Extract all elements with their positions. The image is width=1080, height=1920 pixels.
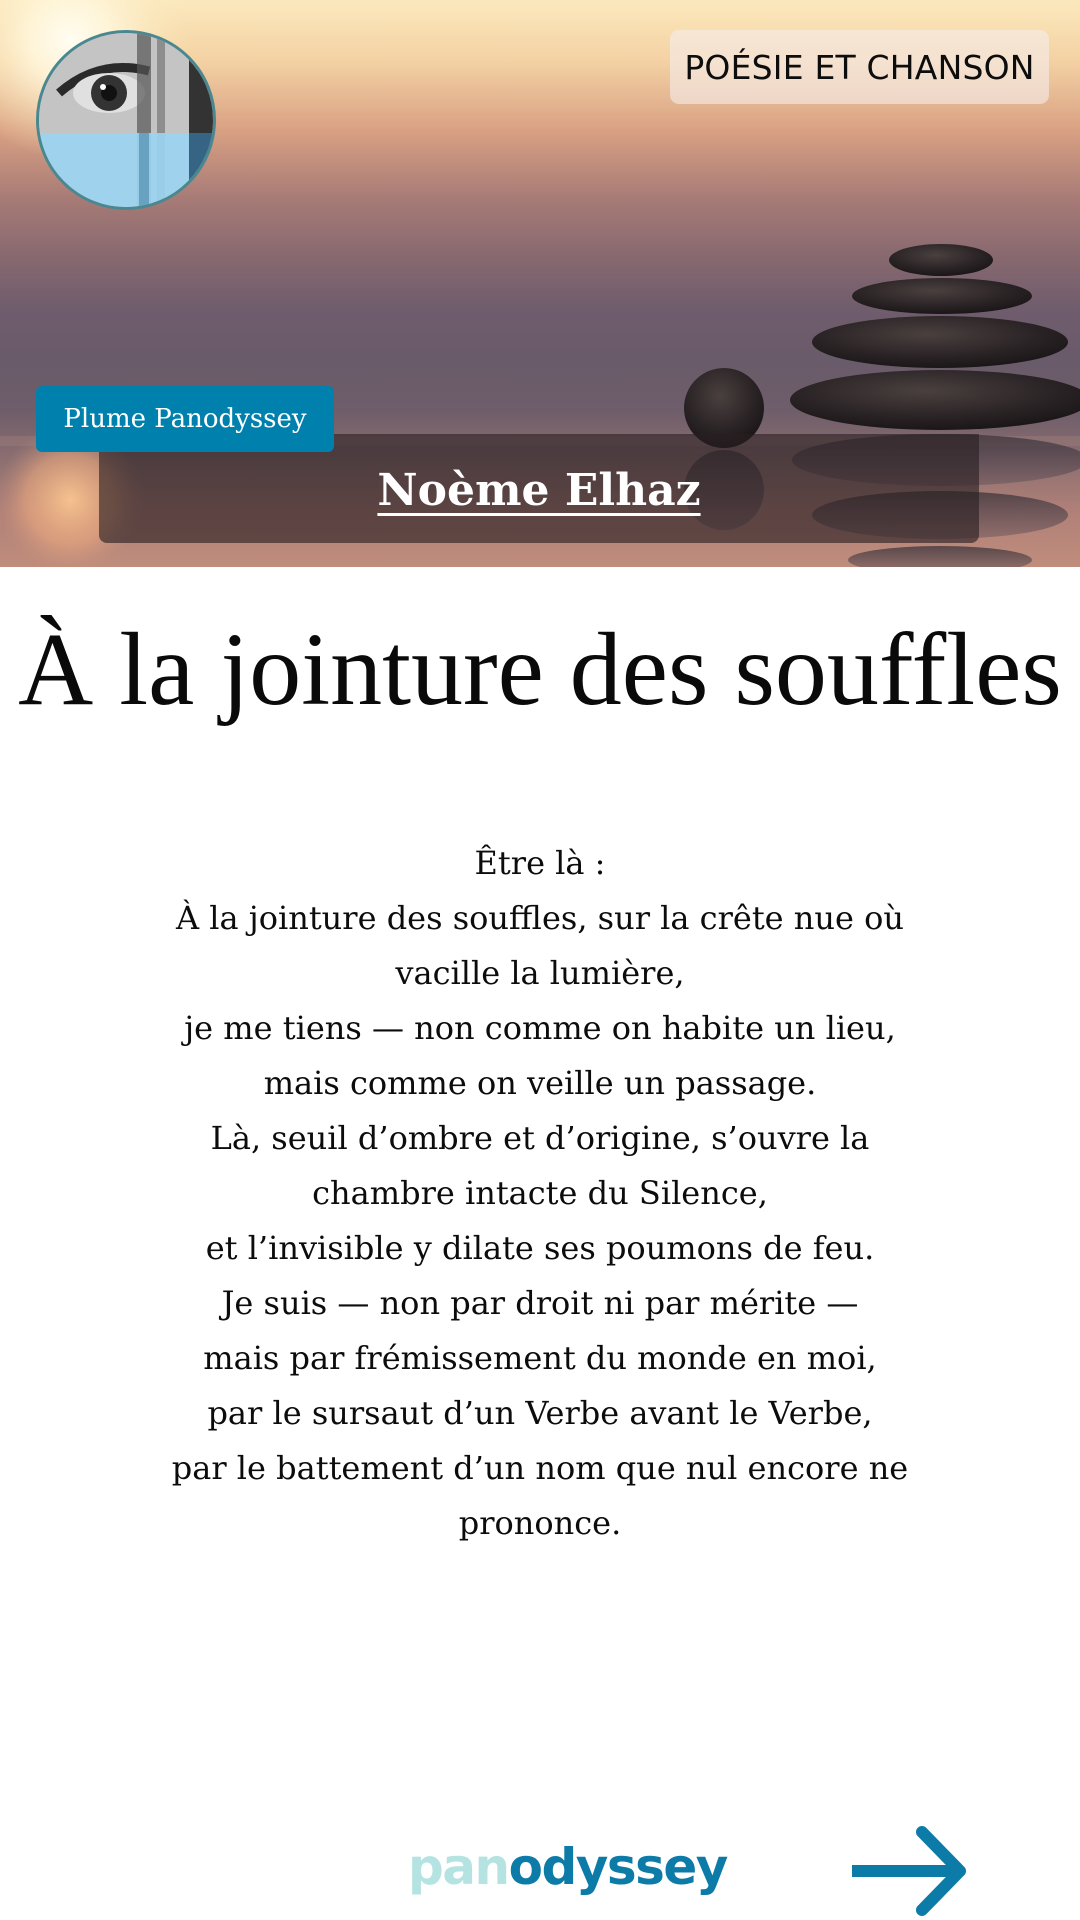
poem-line: mais par frémissement du monde en moi, <box>203 1339 877 1377</box>
logo-part-odyssey: odyssey <box>508 1838 727 1896</box>
logo-part-pan: pan <box>408 1838 509 1896</box>
poem-line: par le sursaut d’un Verbe avant le Verbe, <box>207 1394 873 1432</box>
poem-line: Être là : <box>474 844 606 882</box>
next-button[interactable] <box>850 1826 968 1916</box>
stone <box>790 370 1080 430</box>
author-avatar-eye-icon <box>39 33 213 207</box>
stone <box>812 316 1068 368</box>
plume-badge-label: Plume Panodyssey <box>63 404 307 434</box>
poem-line: par le battement d’un nom que nul encore ne <box>171 1449 909 1487</box>
poem-line: Je suis — non par droit ni par mérite — <box>221 1284 859 1322</box>
stone-reflection <box>848 546 1032 567</box>
poem-line: et l’invisible y dilate ses poumons de feu. <box>205 1229 875 1267</box>
header-image <box>0 0 1080 567</box>
plume-badge <box>36 386 334 452</box>
poem-line: vacille la lumière, <box>395 954 685 992</box>
stone <box>852 278 1032 314</box>
author-link[interactable]: Noème Elhaz <box>377 465 701 516</box>
author-avatar[interactable] <box>36 30 216 210</box>
poem-line: chambre intacte du Silence, <box>312 1174 768 1212</box>
category-label: POÉSIE ET CHANSON <box>684 47 1035 87</box>
arrow-right-icon <box>850 1826 968 1916</box>
category-badge[interactable] <box>670 30 1049 104</box>
poem-line: mais comme on veille un passage. <box>263 1064 817 1102</box>
poem-line: je me tiens — non comme on habite un lieu, <box>184 1009 896 1047</box>
poem-line: prononce. <box>458 1504 622 1542</box>
poem-line: Là, seuil d’ombre et d’origine, s’ouvre la <box>210 1119 870 1157</box>
poem-title: À la jointure des souffles <box>18 612 1062 727</box>
panodyssey-logo[interactable] <box>408 1832 727 1902</box>
poem-line: À la jointure des souffles, sur la crête nue où <box>176 899 904 937</box>
poem-body <box>100 836 980 1551</box>
stone <box>889 244 993 276</box>
